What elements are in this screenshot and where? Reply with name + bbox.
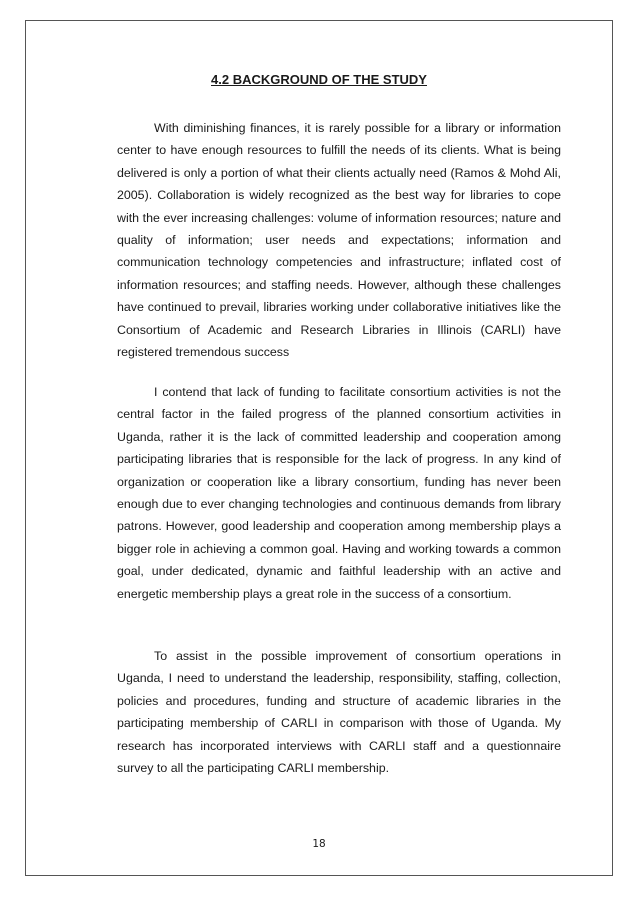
page-number: 18 (312, 838, 326, 850)
paragraph-1: With diminishing finances, it is rarely possible for a library or information center to have enough resources to fulfill the needs of its clients. What is being delivered is only a portion of what their clients actually need (Ramos & Mohd Ali, 2005). Collaboration is widely recognized as the best way for libraries to cope with the ever increasing challenges: volume of information resources; nature and quality of information; user needs and expectations; information and communication technology competencies and infrastructure; inflated cost of information resources; and staffing needs. However, although these challenges have continued to prevail, libraries working under collaborative initiatives like the Consortium of Academic and Research Libraries in Illinois (CARLI) have registered tremendous success (117, 121, 561, 360)
paragraph-2: I contend that lack of funding to facilitate consortium activities is not the central factor in the failed progress of the planned consortium activities in Uganda, rather it is the lack of committed leadership and cooperation among participating libraries that is responsible for the lack of progress. In any kind of organization or cooperation like a library consortium, funding has never been enough due to ever changing technologies and continuous demands from library patrons. However, good leadership and cooperation among membership plays a bigger role in achieving a common goal. Having and working towards a common goal, under dedicated, dynamic and faithful leadership with an active and energetic membership plays a great role in the success of a consortium. (117, 385, 561, 601)
paragraph-3: To assist in the possible improvement of consortium operations in Uganda, I need to understand the leadership, responsibility, staffing, collection, policies and procedures, funding and structure of academic libraries in the participating membership of CARLI in comparison with those of Uganda. My research has incorporated interviews with CARLI staff and a questionnaire survey to all the participating CARLI membership. (117, 649, 561, 776)
section-heading: 4.2 BACKGROUND OF THE STUDY (211, 72, 427, 87)
